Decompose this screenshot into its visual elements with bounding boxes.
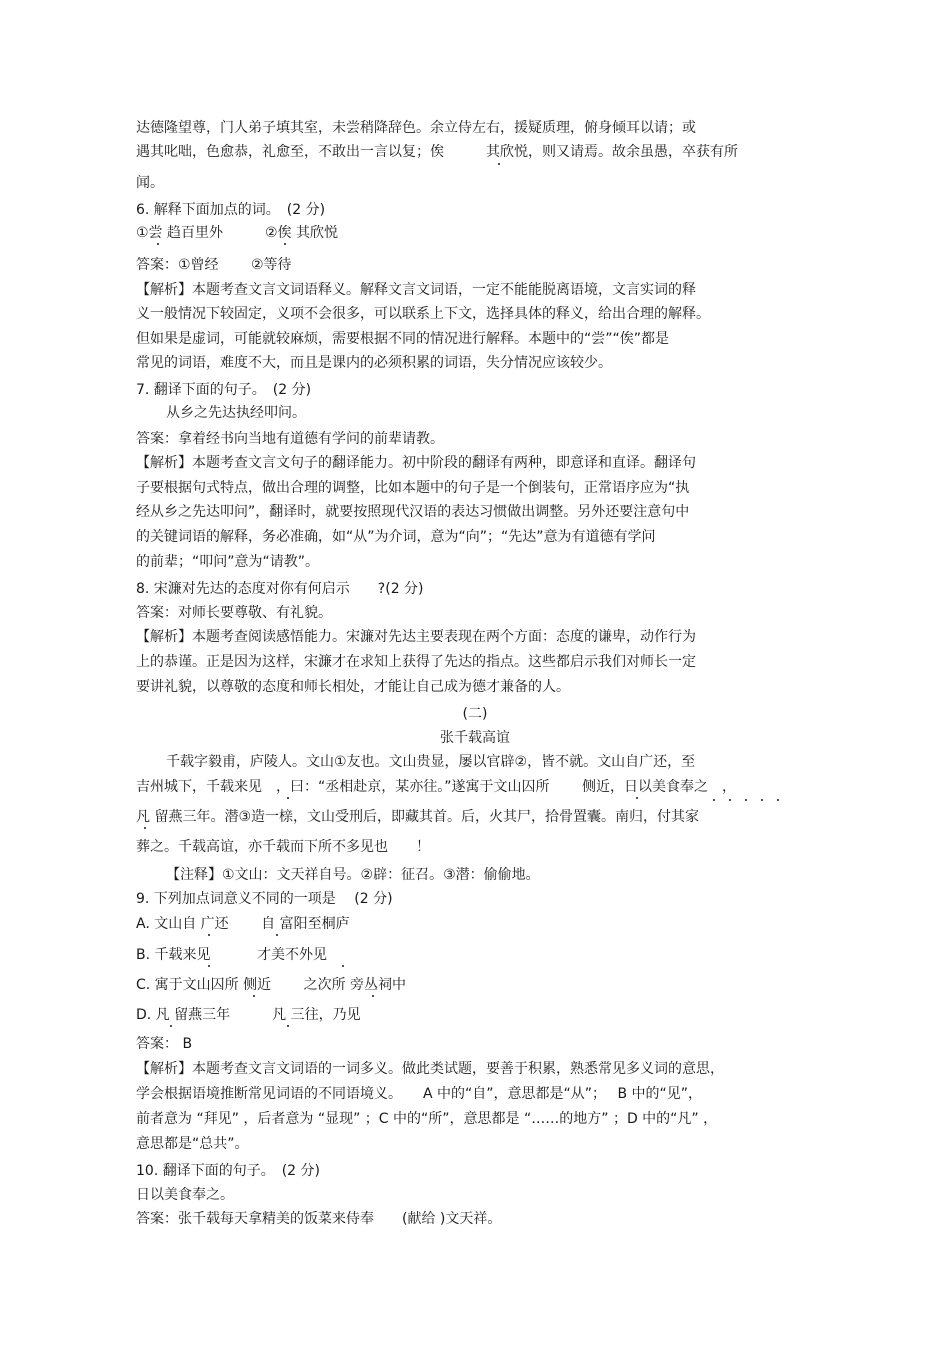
answer-line: 答案：①曾经 ②等待 xyxy=(136,257,292,273)
emphasis-dot xyxy=(208,965,210,967)
text-line: 遇其叱咄，色愈恭，礼愈至，不敢出一言以复；俟 其欣悦，则又请焉。故余虽愚，卒获有所 xyxy=(136,144,738,160)
emphasis-dot xyxy=(777,799,779,801)
emphasis-dot xyxy=(745,799,747,801)
answer-line: 答案：拿着经书向当地有道德有学问的前辈请教。 xyxy=(136,431,444,447)
answer-line: 答案：对师长要尊敬、有礼貌。 xyxy=(136,605,332,621)
analysis-line: 前者意为 “拜见” ，后者意为 “显现” ；C 中的“所”，意思都是 “……的地方” ；D 中的“凡” ， xyxy=(136,1111,718,1127)
answer-line: 答案：张千载每天拿精美的饭菜来侍奉 (献给 )文天祥。 xyxy=(136,1211,502,1227)
analysis-line: 上的恭谨。正是因为这样，宋濂才在求知上获得了先达的指点。这些都启示我们对师长一定 xyxy=(136,654,696,670)
analysis-line: 义一般情况下较固定，义项不会很多，可以联系上下文，选择具体的释义，给出合理的解释。 xyxy=(136,306,710,322)
analysis-line: 要讲礼貌，以尊敬的态度和师长相处，才能让自己成为德才兼备的人。 xyxy=(136,679,570,695)
passage-line: 吉州城下，千载来见 ，曰：“丞相赴京，某亦往。”遂寓于文山囚所 侧近，日以美食奉之 ， xyxy=(136,779,736,795)
emphasis-dot xyxy=(729,799,731,801)
text-line: ①尝 趋百里外 ②俟 其欣悦 xyxy=(136,225,339,241)
emphasis-dot xyxy=(498,163,500,165)
question-6: 6. 解释下面加点的词。 (2 分) xyxy=(136,202,326,218)
emphasis-dot xyxy=(636,797,638,799)
emphasis-dot xyxy=(713,799,715,801)
analysis-line: 的前辈；“叩问”意为“请教”。 xyxy=(136,554,320,570)
analysis-line: 经从乡之先达叩问”，翻译时，就要按照现代汉语的表达习惯做出调整。另外还要注意句中 xyxy=(136,504,690,520)
emphasis-dot xyxy=(287,1025,289,1027)
option-b: B. 千载来见 才美不外见 xyxy=(136,947,327,963)
emphasis-dot xyxy=(208,934,210,936)
emphasis-dot xyxy=(287,797,289,799)
emphasis-dot xyxy=(170,1025,172,1027)
analysis-line: 但如果是虚词，可能就较麻烦，需要根据不同的情况进行解释。本题中的“尝”“俟”都是 xyxy=(136,331,670,347)
analysis-line: 【解析】本题考查文言文句子的翻译能力。初中阶段的翻译有两种，即意译和直译。翻译句 xyxy=(136,455,696,471)
emphasis-dot xyxy=(372,995,374,997)
analysis-line: 学会根据语境推断常见词语的不同语境义。 A 中的“自”，意思都是“从”； B 中的“见”， xyxy=(136,1086,703,1102)
text-line: 从乡之先达执经叩问。 xyxy=(166,405,306,421)
question-7: 7. 翻译下面的句子。 (2 分) xyxy=(136,382,312,398)
passage-line: 凡 留燕三年。潜③造一榇，文山受刑后，即藏其首。后，火其尸，拾骨置囊。南归，付其家 xyxy=(136,809,699,825)
emphasis-dot xyxy=(157,243,159,245)
emphasis-dot xyxy=(253,995,255,997)
question-8: 8. 宋濂对先达的态度对你有何启示 ?(2 分) xyxy=(136,581,424,597)
text-line: 日以美食奉之。 xyxy=(136,1187,234,1203)
analysis-line: 子要根据句式特点，做出合理的调整，比如本题中的句子是一个倒装句，正常语序应为“执 xyxy=(136,480,690,496)
analysis-line: 【解析】本题考查阅读感悟能力。宋濂对先达主要表现在两个方面：态度的谦卑，动作行为 xyxy=(136,629,696,645)
text-line: 达德隆望尊，门人弟子填其室，未尝稍降辞色。余立侍左右，援疑质理，俯身倾耳以请；或 xyxy=(136,120,696,136)
passage-line: 葬之。千载高谊，亦千载而下所不多见也 ！ xyxy=(136,839,430,855)
annotation-line: 【注释】①文山：文天祥自号。②辟：征召。③潜：偷偷地。 xyxy=(166,867,540,883)
emphasis-dot xyxy=(284,243,286,245)
option-a: A. 文山自 广还 自 富阳至桐庐 xyxy=(136,916,350,932)
option-c: C. 寓于文山囚所 侧近 之次所 旁丛祠中 xyxy=(136,977,407,993)
analysis-line: 的关键词语的解释，务必准确，如“从”为介词，意为“向”；“先达”意为有道德有学问 xyxy=(136,529,656,545)
emphasis-dot xyxy=(276,934,278,936)
analysis-line: 意思都是“总共”。 xyxy=(136,1136,249,1152)
passage-title: 张千载高谊 xyxy=(440,730,510,746)
question-10: 10. 翻译下面的句子。 (2 分) xyxy=(136,1163,320,1179)
emphasis-dot xyxy=(342,965,344,967)
answer-line: 答案： B xyxy=(136,1036,193,1052)
text-line: 闻。 xyxy=(136,175,164,191)
analysis-line: 常见的词语，难度不大，而且是课内的必须积累的词语，失分情况应该较少。 xyxy=(136,355,612,371)
analysis-line: 【解析】本题考查文言文词语的一词多义。做此类试题，要善于积累，熟悉常见多义词的意思， xyxy=(136,1061,724,1077)
option-d: D. 凡 留燕三年 凡 三往，乃见 xyxy=(136,1007,361,1023)
passage-line: 千载字毅甫，庐陵人。文山①友也。文山贵显，屡以官辟②，皆不就。文山自广还，至 xyxy=(166,754,696,770)
analysis-line: 【解析】本题考查文言文词语释义。解释文言文词语，一定不能能脱离语境，文言实词的释 xyxy=(136,282,696,298)
section-number: (二) xyxy=(462,706,488,722)
question-9: 9. 下列加点词意义不同的一项是 (2 分) xyxy=(136,891,393,907)
emphasis-dot xyxy=(144,827,146,829)
emphasis-dot xyxy=(761,799,763,801)
